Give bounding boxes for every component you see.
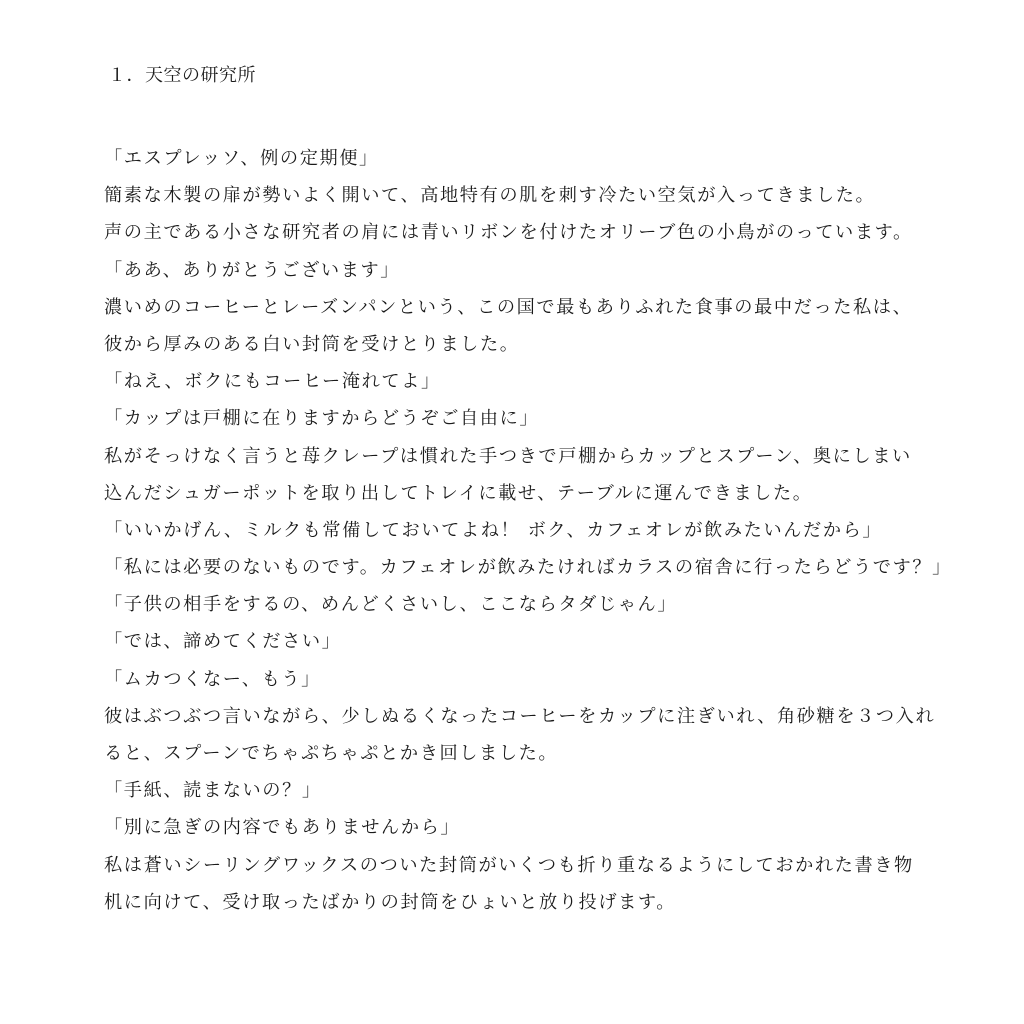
text-line: 私は蒼いシーリングワックスのついた封筒がいくつも折り重なるようにしておかれた書き物 [104,854,914,876]
text-line: 込んだシュガーポットを取り出してトレイに載せ、テーブルに運んできました。 [104,482,813,504]
text-line: 「いいかげん、ミルクも常備しておいてよね！ ボク、カフェオレが飲みたいんだから」 [104,519,883,541]
text-line: 声の主である小さな研究者の肩には青いリボンを付けたオリーブ色の小鳥がのっています。 [104,222,913,244]
text-line: 簡素な木製の扉が勢いよく開いて、高地特有の肌を刺す冷たい空気が入ってきました。 [104,185,876,207]
text-line: 「手紙、読まないの？」 [104,780,322,802]
text-line: 「カップは戸棚に在りますからどうぞご自由に」 [104,408,540,430]
text-line: 机に向けて、受け取ったばかりの封筒をひょいと放り投げます。 [104,891,677,913]
text-line: 「エスプレッソ、例の定期便」 [104,148,379,169]
text-line: 「では、諦めてください」 [104,631,342,653]
text-line: ると、スプーンでちゃぷちゃぷとかき回しました。 [104,743,559,764]
text-line: 「別に急ぎの内容でもありませんから」 [104,817,461,839]
text-line: 彼はぶつぶつ言いながら、少しぬるくなったコーヒーをカップに注ぎいれ、角砂糖を３つ入れ [104,705,936,727]
text-line: 彼から厚みのある白い封筒を受けとりました。 [104,333,520,355]
text-line: 「私には必要のないものです。カフェオレが飲みたければカラスの宿舎に行ったらどうです？」 [104,557,952,579]
body-text [104,140,952,921]
text-line: 「ムカつくなー、もう」 [104,668,321,690]
text-line: 「ねえ、ボクにもコーヒー淹れてよ」 [104,371,441,393]
text-line: 私がそっけなく言うと苺クレープは慣れた手つきで戸棚からカップとスプーン、奥にしまい [104,445,912,467]
text-line: 濃いめのコーヒーとレーズンパンという、この国で最もありふれた食事の最中だった私は、 [104,296,913,318]
text-line: 「ああ、ありがとうございます」 [104,259,401,281]
chapter-title: １．天空の研究所 [108,65,256,86]
text-line: 「子供の相手をするの、めんどくさいし、ここならタダじゃん」 [104,594,678,616]
